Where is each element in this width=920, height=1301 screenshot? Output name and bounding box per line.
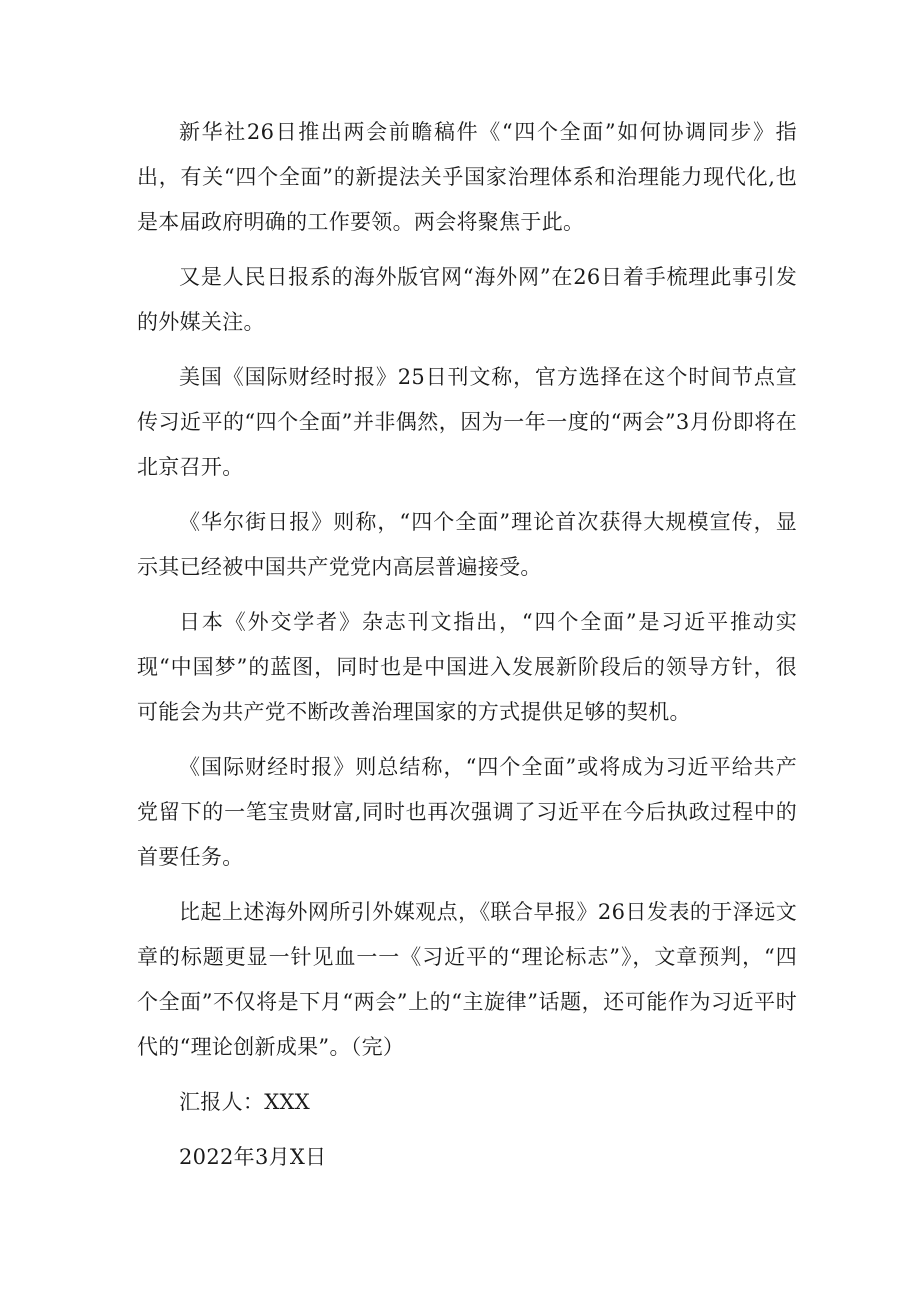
report-date: 2022年3月X日 [179,1145,327,1169]
paragraph-5: 日本《外交学者》杂志刊文指出，“四个全面”是习近平推动实现“中国梦”的蓝图，同时也是中国进入发展新阶段后的领导方针，很可能会为共产党不断改善治理国家的方式提供足够的契机。 [137,610,797,724]
paragraph-3: 美国《国际财经时报》25日刊文称，官方选择在这个时间节点宣传习近平的“四个全面”并非偶然，因为一年一度的“两会”3月份即将在北京召开。 [137,365,797,479]
paragraph-6: 《国际财经时报》则总结称，“四个全面”或将成为习近平给共产党留下的一笔宝贵财富,同时也再次强调了习近平在今后执政过程中的首要任务。 [137,755,797,869]
paragraph-1: 新华社26日推出两会前瞻稿件《“四个全面”如何协调同步》指出，有关“四个全面”的新提法关乎国家治理体系和治理能力现代化,也是本届政府明确的工作要领。两会将聚焦于此。 [137,120,797,234]
paragraph-2: 又是人民日报系的海外版官网“海外网”在26日着手梳理此事引发的外媒关注。 [137,265,797,334]
paragraph-7: 比起上述海外网所引外媒观点，《联合早报》26日发表的于泽远文章的标题更显一针见血一一《习近平的“理论标志”》，文章预判，“四个全面”不仅将是下月“两会”上的“主旋律”话题，还可能作为习近平时代的“理论创新成果”。（完） [137,900,797,1059]
reporter-signature: 汇报人：XXX [179,1090,310,1114]
document-body [137,110,797,1190]
paragraph-4: 《华尔街日报》则称，“四个全面”理论首次获得大规模宣传，显示其已经被中国共产党党内高层普遍接受。 [137,510,797,579]
